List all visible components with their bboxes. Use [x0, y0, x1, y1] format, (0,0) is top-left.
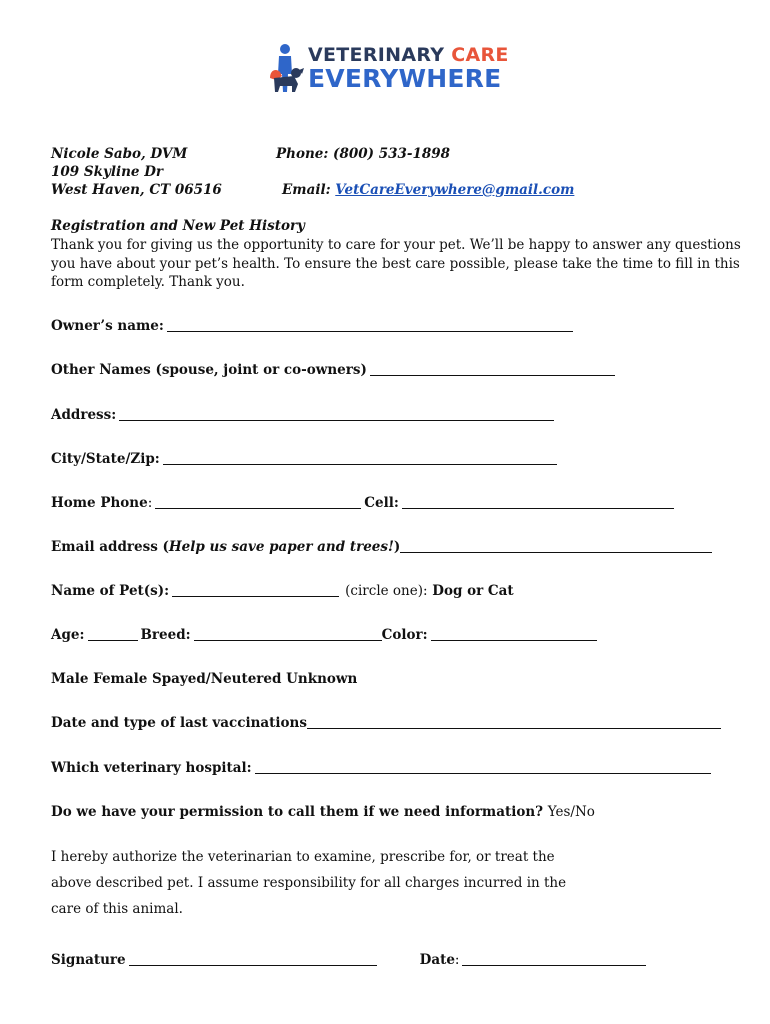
permission-answer[interactable]: Yes/No: [547, 804, 595, 820]
intro-title: Registration and New Pet History: [51, 218, 305, 234]
home-phone-colon: :: [147, 495, 153, 511]
pet-name-input[interactable]: [172, 582, 339, 597]
email-label: Email:: [282, 182, 331, 198]
address-label: Address:: [51, 407, 117, 423]
phone-row: [51, 491, 677, 511]
intro-text: Thank you for giving us the opportunity to care for your pet. We’ll be happy to answer any questions you have about your pet’s health. To ensure the best care possible, please take the time to fill in this form completely. Thank you.: [51, 237, 741, 290]
vet-street: 109 Skyline Dr: [51, 164, 164, 180]
age-breed-color-row: [51, 623, 600, 643]
vet-phone: Phone: (800) 533-1898: [276, 146, 451, 162]
age-input[interactable]: [88, 626, 138, 641]
logo-line1: [308, 44, 509, 66]
owner-name-input[interactable]: [167, 317, 573, 332]
breed-label: Breed:: [140, 627, 191, 643]
city-state-zip-label: City/State/Zip:: [51, 451, 160, 467]
cell-input[interactable]: [402, 494, 674, 509]
authorization-text: I hereby authorize the veterinarian to examine, prescribe for, or treat the above described pet. I assume responsibility for all charges incurred in the care of this animal.: [51, 849, 567, 917]
age-label: Age:: [51, 627, 85, 643]
city-state-zip-input[interactable]: [163, 450, 557, 465]
email-address-close: ): [393, 539, 401, 555]
pet-name-label: Name of Pet(s):: [51, 583, 170, 599]
address-row: [51, 403, 557, 423]
vet-name: Nicole Sabo, DVM: [51, 146, 188, 162]
logo-veterinary: VETERINARY: [308, 44, 445, 66]
pet-name-row: [51, 579, 514, 599]
address-input[interactable]: [119, 406, 554, 421]
hospital-label: Which veterinary hospital:: [51, 760, 252, 776]
logo-care: CARE: [451, 44, 509, 66]
email-address-row: [51, 535, 715, 555]
vet-with-dog-icon: [268, 40, 308, 98]
vet-city: West Haven, CT 06516: [51, 182, 222, 198]
logo: [268, 40, 513, 98]
email-address-note: Help us save paper and trees!: [168, 539, 394, 555]
vaccinations-label: Date and type of last vaccinations: [51, 715, 307, 731]
other-names-input[interactable]: [370, 361, 615, 376]
breed-input[interactable]: [194, 626, 382, 641]
hospital-row: [51, 756, 714, 776]
vaccinations-row: [51, 711, 724, 731]
logo-everywhere: EVERYWHERE: [308, 64, 502, 93]
signature-row: [51, 948, 649, 968]
signature-input[interactable]: [129, 951, 377, 966]
permission-row: [51, 800, 595, 820]
other-names-label: Other Names (spouse, joint or co-owners): [51, 362, 367, 378]
vaccinations-input[interactable]: [307, 714, 721, 729]
cell-label: Cell:: [364, 495, 399, 511]
permission-question: Do we have your permission to call them if we need information?: [51, 804, 544, 820]
other-names-row: [51, 358, 618, 378]
date-colon: :: [454, 952, 460, 968]
vet-email-row: [282, 182, 574, 198]
hospital-input[interactable]: [255, 759, 711, 774]
date-input[interactable]: [462, 951, 646, 966]
color-input[interactable]: [431, 626, 597, 641]
date-label: Date: [419, 952, 455, 968]
email-address-input[interactable]: [400, 538, 712, 553]
email-link[interactable]: VetCareEverywhere@gmail.com: [335, 182, 575, 198]
circle-one-label: (circle one):: [345, 583, 428, 599]
home-phone-label: Home Phone: [51, 495, 148, 511]
email-address-label: Email address (: [51, 539, 169, 555]
owner-name-row: [51, 314, 576, 334]
dog-or-cat-option[interactable]: Dog or Cat: [432, 583, 514, 599]
city-state-zip-row: [51, 447, 560, 467]
sex-options[interactable]: Male Female Spayed/Neutered Unknown: [51, 671, 358, 687]
signature-label: Signature: [51, 952, 126, 968]
owner-name-label: Owner’s name:: [51, 318, 164, 334]
color-label: Color:: [381, 627, 428, 643]
home-phone-input[interactable]: [155, 494, 361, 509]
